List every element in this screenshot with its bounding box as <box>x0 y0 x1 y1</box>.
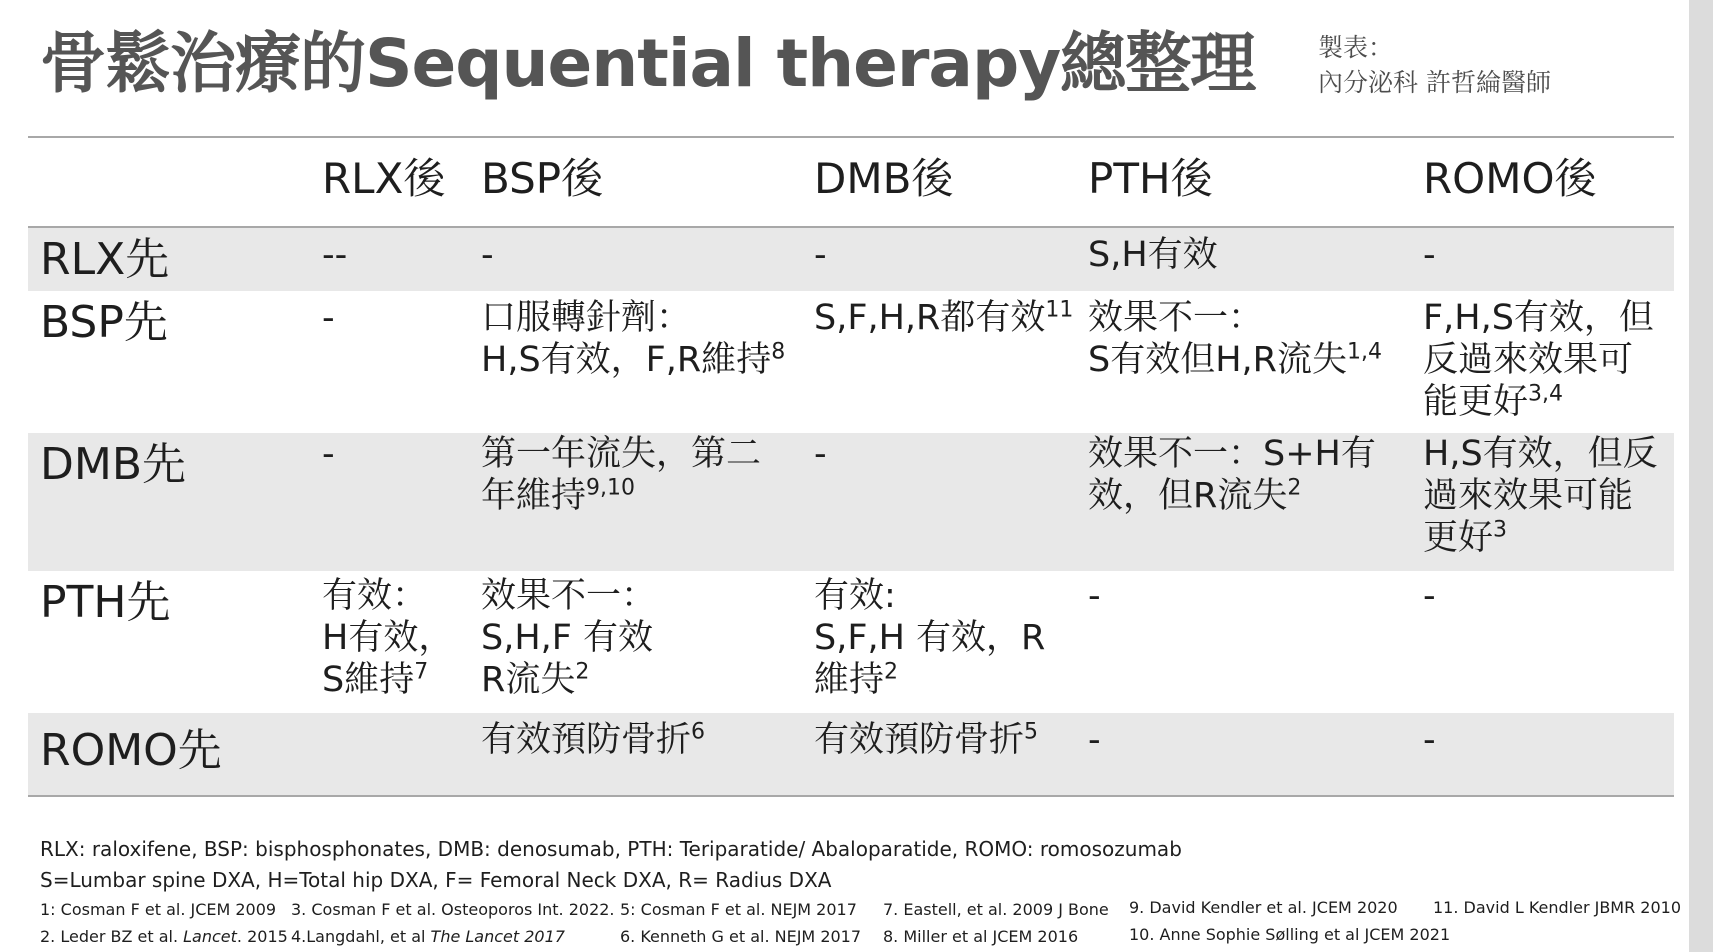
cell-text: S有效但H,R流失 <box>1088 340 1347 380</box>
cell-line <box>481 475 761 517</box>
cell-dmb-pth <box>1088 433 1376 517</box>
credit-author: 內分泌科 許哲綸醫師 <box>1318 68 1551 97</box>
cell-romo-pth: - <box>1088 720 1101 760</box>
author-credit <box>1318 30 1551 100</box>
cell-line <box>814 659 1045 701</box>
cell-line: H,S有效，但反 <box>1423 434 1658 474</box>
cell-rlx-bsp: - <box>481 235 494 275</box>
citation-ref: 9,10 <box>586 475 635 501</box>
cell-line: H有效， <box>322 618 454 658</box>
cell-line <box>322 659 453 701</box>
credit-label: 製表： <box>1318 33 1394 62</box>
cell-dmb-bsp <box>481 433 761 517</box>
citation-ref: 11 <box>1045 297 1074 323</box>
cell-text: 有效預防骨折 <box>481 720 692 760</box>
reference-text: . 2015 <box>236 927 288 946</box>
references-col-6 <box>1433 894 1681 921</box>
abbreviation-sites: S=Lumbar spine DXA, H=Total hip DXA, F= Femoral Neck DXA, R= Radius DXA <box>40 868 832 892</box>
side-strip <box>1689 0 1713 952</box>
cell-pth-romo: - <box>1423 576 1436 616</box>
reference-7: 7. Eastell, et al. 2009 J Bone <box>883 900 1109 919</box>
references-col-1 <box>40 896 288 950</box>
cell-bsp-rlx: - <box>322 298 335 338</box>
abbreviation-legend <box>40 834 1182 896</box>
cell-line: 口服轉針劑： <box>481 298 692 338</box>
cell-line: 有效: <box>814 576 896 616</box>
reference-6: 6. Kenneth G et al. NEJM 2017 <box>620 927 862 946</box>
reference-8: 8. Miller et al JCEM 2016 <box>883 927 1079 946</box>
reference-text: 2. Leder BZ et al. <box>40 927 184 946</box>
cell-line <box>1088 339 1382 381</box>
header-romo-after: ROMO後 <box>1423 154 1597 203</box>
cell-line: 效果不一：S+H有 <box>1088 434 1376 474</box>
citation-ref: 5 <box>1024 719 1039 745</box>
cell-pth-bsp <box>481 575 656 701</box>
citation-ref: 8 <box>771 339 786 365</box>
cell-line: 有效： <box>322 576 428 616</box>
cell-text: 年維持 <box>481 476 587 516</box>
row-label-rlx: RLX先 <box>40 234 170 285</box>
cell-romo-bsp <box>481 719 705 761</box>
page-title: 骨鬆治療的Sequential therapy總整理 <box>40 25 1256 102</box>
cell-rlx-pth: S,H有效 <box>1088 235 1218 275</box>
cell-text: H,S有效，F,R維持 <box>481 340 772 380</box>
cell-rlx-dmb: - <box>814 235 827 275</box>
table-row-bsp-first <box>28 291 1674 433</box>
citation-ref: 2 <box>1287 475 1302 501</box>
cell-line <box>481 339 785 381</box>
references-col-4 <box>883 896 1109 950</box>
row-label-pth: PTH先 <box>40 577 171 628</box>
header-pth-after: PTH後 <box>1088 154 1213 203</box>
cell-text: 有效預防骨折 <box>814 720 1025 760</box>
reference-2 <box>40 923 288 950</box>
table-header-row <box>28 138 1674 228</box>
cell-line: 反過來效果可 <box>1423 340 1634 380</box>
cell-text: 更好 <box>1423 518 1494 558</box>
cell-rlx-rlx: -- <box>322 235 348 275</box>
reference-4 <box>291 923 615 950</box>
cell-bsp-bsp <box>481 297 785 381</box>
table-row-dmb-first <box>28 433 1674 571</box>
cell-romo-dmb <box>814 719 1038 761</box>
row-label-romo: ROMO先 <box>40 725 222 776</box>
row-label-bsp: BSP先 <box>40 297 168 348</box>
cell-pth-rlx <box>322 575 453 701</box>
abbreviation-drugs: RLX: raloxifene, BSP: bisphosphonates, DMB: denosumab, PTH: Teriparatide/ Abaloparatide, ROMO: romosozumab <box>40 837 1182 861</box>
table-row-pth-first <box>28 571 1674 713</box>
cell-dmb-dmb: - <box>814 434 827 474</box>
reference-11: 11. David L Kendler JBMR 2010 <box>1433 898 1682 917</box>
reference-9: 9. David Kendler et al. JCEM 2020 <box>1129 898 1398 917</box>
cell-line: 效果不一： <box>1088 298 1264 338</box>
cell-text: 效，但R流失 <box>1088 476 1288 516</box>
citation-ref: 3,4 <box>1528 381 1564 407</box>
citation-ref: 2 <box>884 659 899 685</box>
citation-ref: 6 <box>691 719 706 745</box>
cell-romo-romo: - <box>1423 720 1436 760</box>
reference-10: 10. Anne Sophie Sølling et al JCEM 2021 <box>1129 925 1451 944</box>
citation-ref: 7 <box>414 659 429 685</box>
cell-bsp-pth <box>1088 297 1382 381</box>
citation-ref: 3 <box>1493 517 1508 543</box>
reference-3: 3. Cosman F et al. Osteoporos Int. 2022. <box>291 900 615 919</box>
cell-text: 能更好 <box>1423 382 1529 422</box>
cell-pth-dmb <box>814 575 1045 701</box>
references-col-5 <box>1129 894 1450 948</box>
cell-pth-pth: - <box>1088 576 1101 616</box>
cell-line: 效果不一： <box>481 576 657 616</box>
cell-line: S,F,H 有效，R <box>814 618 1046 658</box>
cell-text: 維持 <box>814 660 885 700</box>
cell-line <box>481 659 656 701</box>
references-col-2 <box>291 896 615 950</box>
reference-1: 1: Cosman F et al. JCEM 2009 <box>40 900 277 919</box>
reference-journal: Lancet <box>183 927 237 946</box>
cell-dmb-romo <box>1423 433 1658 559</box>
cell-line: 第一年流失，第二 <box>481 434 762 474</box>
citation-ref: 1,4 <box>1346 339 1382 365</box>
reference-5: 5: Cosman F et al. NEJM 2017 <box>620 900 857 919</box>
cell-text: S,F,H,R都有效 <box>814 298 1046 338</box>
header-bsp-after: BSP後 <box>481 154 604 203</box>
cell-line <box>1423 517 1658 559</box>
cell-line <box>1423 381 1654 423</box>
cell-line: S,H,F 有效 <box>481 618 654 658</box>
table-row-romo-first <box>28 713 1674 795</box>
sequential-therapy-table <box>28 136 1674 797</box>
cell-bsp-dmb <box>814 297 1073 339</box>
cell-line: F,H,S有效，但 <box>1423 298 1654 338</box>
row-label-dmb: DMB先 <box>40 439 187 490</box>
header-rlx-after: RLX後 <box>322 154 446 203</box>
references-col-3 <box>620 896 861 950</box>
reference-journal: The Lancet 2017 <box>430 927 565 946</box>
table-row-rlx-first <box>28 228 1674 291</box>
cell-text: R流失 <box>481 660 576 700</box>
cell-line: 過來效果可能 <box>1423 476 1634 516</box>
header-dmb-after: DMB後 <box>814 154 954 203</box>
reference-text: 4.Langdahl, et al <box>291 927 431 946</box>
cell-rlx-romo: - <box>1423 235 1436 275</box>
cell-bsp-romo <box>1423 297 1654 423</box>
citation-ref: 2 <box>575 659 590 685</box>
cell-dmb-rlx: - <box>322 434 335 474</box>
cell-text: S維持 <box>322 660 415 700</box>
cell-line <box>1088 475 1376 517</box>
